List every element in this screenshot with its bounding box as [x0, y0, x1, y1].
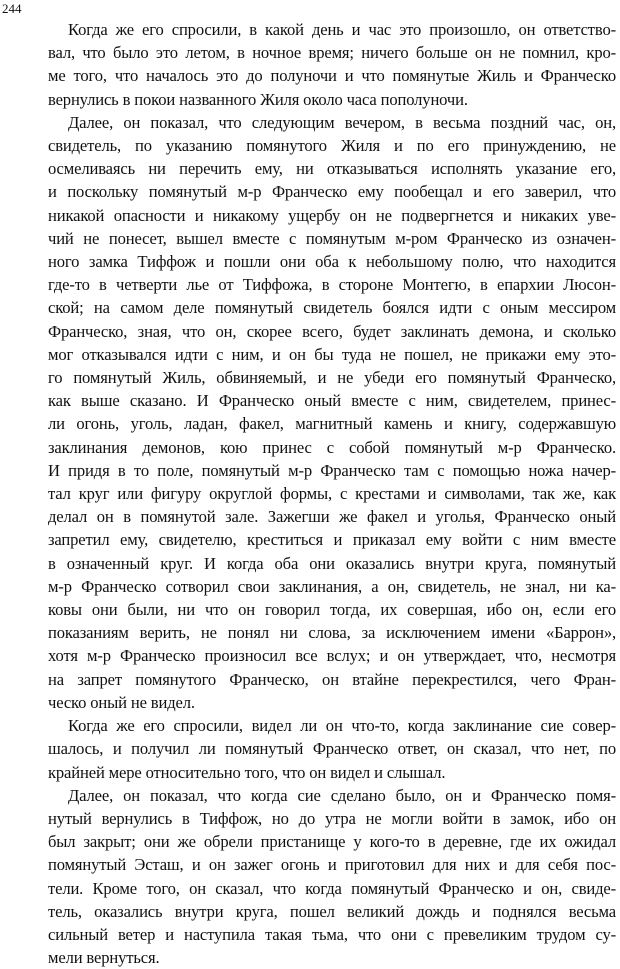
paragraph: [48, 18, 616, 111]
text-line: нутый вернулись в Тиффож, но до утра не могли войти в замок, ибо он: [48, 808, 616, 828]
text-line: помянутый Эсташ, и он зажег огонь и приготовил для них и для себя пос-: [48, 855, 616, 875]
paragraph: [48, 784, 616, 969]
text-line: в означенный круг. И когда оба они оказались внутри круга, помянутый: [48, 553, 616, 573]
text-line: Далее, он показал, что когда сие сделано было, он и Франческо помя-: [68, 785, 616, 805]
text-line: Когда же его спросили, видел ли он что-то, когда заклинание сие совер-: [68, 716, 616, 736]
text-line: ного замка Тиффож и пошли они оба к небольшому полю, что находится: [48, 252, 616, 272]
page-text: [48, 18, 616, 969]
text-line: свидетель, по указанию помянутого Жиля и по его принуждению, не: [48, 136, 616, 156]
text-line: Франческо, зная, что он, скорее всего, будет заклинать демона, и сколько: [48, 321, 616, 341]
text-line: крайней мере относительно того, что он видел и слышал.: [48, 762, 446, 782]
text-line: осмеливаясь ни перечить ему, ни отказываться исполнять указание его,: [48, 159, 616, 179]
text-line: мог отказывался идти с ним, и он бы туда не пошел, не прикажи ему это-: [48, 344, 616, 364]
text-line: ской; на самом деле помянутый свидетель боялся идти с оным мессиром: [48, 298, 616, 318]
text-line: был закрыт; они же обрели пристанище у кого-то в деревне, где их ожидал: [48, 832, 616, 852]
text-line: Далее, он показал, что следующим вечером, в весьма поздний час, он,: [68, 112, 616, 132]
text-line: вернулись в покои названного Жиля около часа пополуночи.: [48, 89, 468, 109]
text-line: чий не понесет, вышел вместе с помянутым м-ром Франческо из означен-: [48, 228, 616, 248]
paragraph: [48, 111, 616, 714]
text-line: шалось, и получил ли помянутый Франческо ответ, он сказал, что нет, по: [48, 739, 616, 759]
text-line: ме того, что началось это до полуночи и что помянутые Жиль и Франческо: [48, 66, 616, 86]
text-line: как выше сказано. И Франческо оный вместе с ним, свидетелем, принес-: [48, 391, 616, 411]
text-line: го помянутый Жиль, обвиняемый, и не убеди его помянутый Франческо,: [48, 368, 616, 388]
text-line: тель, оказались внутри круга, пошел великий дождь и поднялся весьма: [48, 901, 616, 921]
text-line: никакой опасности и никакому ущербу он не подвергнется и никаких уве-: [48, 205, 616, 225]
text-line: тал круг или фигуру округлой формы, с крестами и символами, так же, как: [48, 484, 616, 504]
text-line: сильный ветер и наступила такая тьма, что они с превеликим трудом су-: [48, 924, 616, 944]
text-line: и поскольку помянутый м-р Франческо ему пообещал и его заверил, что: [48, 182, 616, 202]
text-line: делал он в помянутой зале. Зажегши же факел и уголья, Франческо оный: [48, 507, 616, 527]
text-line: м-р Франческо сотворил свои заклинания, а он, свидетель, не знал, ни ка-: [48, 576, 616, 596]
text-line: тели. Кроме того, он сказал, что когда помянутый Франческо и он, свиде-: [48, 878, 616, 898]
text-line: ковы они были, ни что он говорил тогда, их совершая, ибо он, если его: [48, 600, 616, 620]
text-line: Когда же его спросили, в какой день и час это произошло, он ответство-: [68, 20, 616, 39]
text-line: ли огонь, уголь, ладан, факел, магнитный камень и книгу, содержавшую: [48, 414, 616, 434]
text-line: показаниям верить, не понял ни слова, за исключением имени «Баррон»,: [48, 623, 616, 643]
text-line: на запрет помянутого Франческо, он втайне перекрестился, чего Фран-: [48, 669, 616, 689]
text-line: запретил ему, свидетелю, креститься и приказал ему войти с ним вместе: [48, 530, 616, 550]
text-line: вал, что было это летом, в ночное время; ничего больше он не помнил, кро-: [48, 43, 616, 63]
text-line: где-то в четверти лье от Тиффожа, в стороне Монтегю, в епархии Люсон-: [48, 275, 616, 295]
text-line: мели вернуться.: [48, 948, 160, 968]
text-line: ческо оный не видел.: [48, 692, 195, 712]
text-line: хотя м-р Франческо произносил все вслух; и он утверждает, что, несмотря: [48, 646, 616, 666]
page-number: 244: [2, 1, 22, 16]
text-line: заклинания демонов, кою принес с собой помянутый м-р Франческо.: [48, 437, 616, 457]
paragraph: [48, 714, 616, 784]
text-line: И придя в то поле, помянутый м-р Франческо там с помощью ножа начер-: [48, 460, 616, 480]
